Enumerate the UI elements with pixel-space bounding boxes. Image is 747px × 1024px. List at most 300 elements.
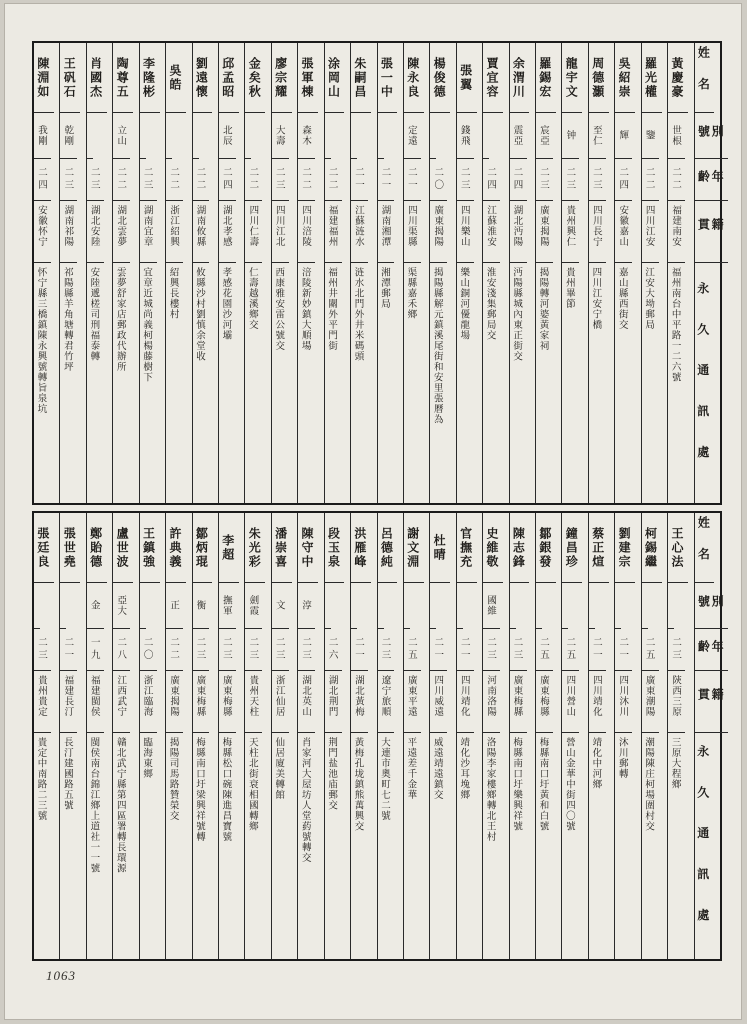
person-alias bbox=[430, 583, 436, 629]
person-alias bbox=[510, 583, 516, 629]
person-native-place: 湖北英山 bbox=[298, 671, 315, 733]
person-address: 贛北武宁縣第四區署轉長環源 bbox=[114, 737, 125, 874]
person-age: 二二 bbox=[113, 159, 130, 201]
person-name: 李隆彬 bbox=[140, 43, 160, 113]
person-alias: 鑒 bbox=[642, 113, 659, 159]
person-age: 二五 bbox=[536, 629, 553, 671]
person-age: 二一 bbox=[378, 159, 395, 201]
directory-table-bottom bbox=[32, 511, 725, 961]
person-age: 二〇 bbox=[430, 159, 447, 201]
person-address: 祁陽縣羊角塘轉君竹坪 bbox=[61, 267, 72, 372]
person-column bbox=[350, 43, 376, 503]
person-name: 王矾石 bbox=[60, 43, 80, 113]
person-column bbox=[641, 513, 667, 959]
person-address: 梅縣南口圩樂興祥號 bbox=[511, 737, 522, 832]
person-native-place: 福建長汀 bbox=[60, 671, 77, 733]
person-address: 長汀建國路五號 bbox=[61, 737, 72, 811]
person-column bbox=[482, 43, 508, 503]
person-age: 二一 bbox=[351, 629, 368, 671]
person-native-place: 河南洛陽 bbox=[483, 671, 500, 733]
person-native-place: 福建南安 bbox=[668, 201, 685, 263]
person-native-place: 廣東揭陽 bbox=[166, 671, 183, 733]
person-address: 天柱北街衰相國轉鄉 bbox=[246, 737, 257, 832]
person-name: 陳志鋒 bbox=[510, 513, 530, 583]
person-name: 楊俊德 bbox=[430, 43, 450, 113]
person-alias: 世根 bbox=[668, 113, 685, 159]
person-name: 吳紹崇 bbox=[615, 43, 635, 113]
person-name: 金矣秋 bbox=[245, 43, 265, 113]
person-native-place: 福建福州 bbox=[325, 201, 342, 263]
person-column bbox=[218, 43, 244, 503]
person-name: 吳皓 bbox=[166, 43, 186, 113]
person-address: 威遠靖遠鎮交 bbox=[431, 737, 442, 800]
person-name: 陳淵如 bbox=[34, 43, 54, 113]
person-name: 鄒炳琨 bbox=[193, 513, 213, 583]
person-native-place: 貴州貴定 bbox=[34, 671, 51, 733]
person-column bbox=[271, 43, 297, 503]
person-name: 張世堯 bbox=[60, 513, 80, 583]
person-name: 涂岡山 bbox=[325, 43, 345, 113]
person-name: 朱光彩 bbox=[245, 513, 265, 583]
person-column bbox=[535, 513, 561, 959]
person-native-place: 湖北孝感 bbox=[219, 201, 236, 263]
person-address: 仙居廈美轉館 bbox=[273, 737, 284, 800]
person-alias bbox=[325, 113, 331, 159]
person-alias bbox=[457, 583, 463, 629]
person-column bbox=[192, 43, 218, 503]
person-native-place: 廣東揭陽 bbox=[536, 201, 553, 263]
person-name: 周德灝 bbox=[589, 43, 609, 113]
person-column bbox=[350, 513, 376, 959]
person-name: 蔡正煊 bbox=[589, 513, 609, 583]
person-column bbox=[86, 43, 112, 503]
person-alias: 文 bbox=[272, 583, 289, 629]
person-age: 二三 bbox=[668, 629, 685, 671]
person-native-place: 湖南湘潭 bbox=[378, 201, 395, 263]
person-address: 淮安淺集郵局交 bbox=[484, 267, 495, 341]
person-alias: 金 bbox=[87, 583, 104, 629]
person-address: 渠縣嘉禾鄉 bbox=[405, 267, 416, 320]
person-column bbox=[509, 43, 535, 503]
person-name: 盧世波 bbox=[113, 513, 133, 583]
person-address: 三原大程鄉 bbox=[669, 737, 680, 790]
person-age: 二三 bbox=[483, 629, 500, 671]
header-native-label: 籍貫 bbox=[695, 201, 729, 263]
person-native-place: 廣東梅縣 bbox=[536, 671, 553, 733]
person-native-place: 湖南宜章 bbox=[140, 201, 157, 263]
person-column bbox=[403, 513, 429, 959]
person-column bbox=[244, 43, 270, 503]
person-column bbox=[614, 43, 640, 503]
person-age: 二一 bbox=[404, 159, 421, 201]
person-address: 靖化中河鄉 bbox=[590, 737, 601, 790]
person-address: 揭陽司馬路贊榮交 bbox=[167, 737, 178, 821]
person-column bbox=[377, 513, 403, 959]
person-name: 潘崇喜 bbox=[272, 513, 292, 583]
person-column bbox=[59, 513, 85, 959]
person-age: 二〇 bbox=[140, 629, 157, 671]
person-alias: 我剛 bbox=[34, 113, 51, 159]
person-age: 二三 bbox=[457, 159, 474, 201]
person-address: 肖家河大屋坊人堂葯號轉交 bbox=[299, 737, 310, 863]
person-name: 龍宇文 bbox=[562, 43, 582, 113]
person-age: 二三 bbox=[60, 159, 77, 201]
person-address: 營山金華中街四〇號 bbox=[563, 737, 574, 832]
person-native-place: 陝西三原 bbox=[668, 671, 685, 733]
person-name: 杜晴 bbox=[430, 513, 450, 583]
person-name: 劉遠懷 bbox=[193, 43, 213, 113]
person-alias bbox=[166, 113, 172, 159]
person-address: 怀宁縣三橋鎮陳永興號轉旨泉坑 bbox=[35, 267, 46, 414]
person-address: 嘉山縣西街交 bbox=[616, 267, 627, 330]
person-column bbox=[456, 513, 482, 959]
person-alias bbox=[483, 113, 489, 159]
header-alias-label: 別號 bbox=[695, 583, 729, 629]
person-alias: 宸亞 bbox=[536, 113, 553, 159]
person-name: 史維敬 bbox=[483, 513, 503, 583]
person-alias bbox=[642, 583, 648, 629]
person-native-place: 江蘇涟水 bbox=[351, 201, 368, 263]
person-age: 二四 bbox=[219, 159, 236, 201]
person-address: 沔陽縣城內東正街交 bbox=[511, 267, 522, 362]
person-age: 一九 bbox=[87, 629, 104, 671]
person-age: 二二 bbox=[193, 159, 210, 201]
header-name-label: 姓名 bbox=[695, 513, 715, 583]
person-name: 羅光權 bbox=[642, 43, 662, 113]
person-address: 沐川郵轉 bbox=[616, 737, 627, 779]
person-column bbox=[509, 513, 535, 959]
person-address: 雲夢舒家店郵政代辦所 bbox=[114, 267, 125, 372]
person-address: 梅縣松口碗陳進昌寶號 bbox=[220, 737, 231, 842]
person-alias bbox=[404, 583, 410, 629]
person-alias bbox=[60, 583, 66, 629]
person-age: 二三 bbox=[562, 159, 579, 201]
person-name: 鄭貽德 bbox=[87, 513, 107, 583]
person-address: 江安大坳郵局 bbox=[643, 267, 654, 330]
person-age: 二三 bbox=[272, 629, 289, 671]
person-alias bbox=[668, 583, 674, 629]
person-column bbox=[377, 43, 403, 503]
person-column bbox=[429, 43, 455, 503]
person-native-place: 廣東平遠 bbox=[404, 671, 421, 733]
person-native-place: 廣東揭陽 bbox=[430, 201, 447, 263]
person-native-place: 四川渠縣 bbox=[404, 201, 421, 263]
person-column bbox=[34, 513, 59, 959]
person-address: 梅縣南口圩梁興祥號轉 bbox=[194, 737, 204, 842]
person-alias bbox=[378, 583, 384, 629]
person-alias: 國維 bbox=[483, 583, 500, 629]
person-native-place: 湖北雲夢 bbox=[113, 201, 130, 263]
header-address-label: 永久通訊處 bbox=[695, 282, 710, 486]
person-age: 二五 bbox=[642, 629, 659, 671]
person-name: 張軍棟 bbox=[298, 43, 318, 113]
person-name: 朱嗣昌 bbox=[351, 43, 371, 113]
person-age: 二一 bbox=[351, 159, 368, 201]
person-name: 廖宗耀 bbox=[272, 43, 292, 113]
person-address: 揭陽縣解元鎮溪尾街和安里張曆為 bbox=[431, 267, 442, 425]
person-address: 四川江安宁橋 bbox=[590, 267, 601, 330]
person-alias bbox=[140, 113, 146, 159]
person-address: 平遠差千金華 bbox=[405, 737, 416, 800]
person-alias bbox=[87, 113, 93, 159]
person-column bbox=[561, 513, 587, 959]
person-name: 許典義 bbox=[166, 513, 186, 583]
person-address: 孝感花園沙河壩 bbox=[220, 267, 231, 341]
person-alias: 正 bbox=[166, 583, 183, 629]
person-native-place: 四川沐川 bbox=[615, 671, 632, 733]
person-name: 呂德純 bbox=[378, 513, 398, 583]
person-column bbox=[297, 43, 323, 503]
person-name: 賈宜容 bbox=[483, 43, 503, 113]
person-address: 揭陽轉河婆黃家祠 bbox=[537, 267, 548, 351]
person-age: 二二 bbox=[166, 629, 183, 671]
person-alias bbox=[140, 583, 146, 629]
person-address: 貴州畢節 bbox=[563, 267, 574, 309]
header-native-label: 籍貫 bbox=[695, 671, 729, 733]
person-alias: 北辰 bbox=[219, 113, 236, 159]
person-column bbox=[324, 43, 350, 503]
person-name: 王心法 bbox=[668, 513, 688, 583]
person-age: 二四 bbox=[34, 159, 51, 201]
person-column bbox=[59, 43, 85, 503]
person-address: 攸縣沙村劉慎余堂收 bbox=[194, 267, 204, 362]
person-alias: 亞大 bbox=[113, 583, 130, 629]
person-native-place: 遼宁旅順 bbox=[378, 671, 395, 733]
person-native-place: 廣東梅縣 bbox=[219, 671, 236, 733]
person-name: 張一中 bbox=[378, 43, 398, 113]
person-age: 二二 bbox=[166, 159, 183, 201]
person-column bbox=[165, 43, 191, 503]
person-age: 二五 bbox=[562, 629, 579, 671]
header-address-label: 永久通訊處 bbox=[695, 745, 710, 949]
person-address: 紹興長樓村 bbox=[167, 267, 178, 320]
person-column bbox=[139, 43, 165, 503]
person-address: 閩侯南台錦江鄉上道社一一號 bbox=[88, 737, 99, 874]
person-age: 二三 bbox=[272, 159, 289, 201]
person-column bbox=[561, 43, 587, 503]
person-alias bbox=[325, 583, 331, 629]
person-column bbox=[86, 513, 112, 959]
directory-table-top bbox=[32, 41, 725, 505]
person-column bbox=[667, 43, 693, 503]
person-column bbox=[429, 513, 455, 959]
person-column bbox=[588, 43, 614, 503]
person-name: 柯錫繼 bbox=[642, 513, 662, 583]
person-native-place: 四川長宁 bbox=[589, 201, 606, 263]
person-address: 貴定中南路二三號 bbox=[35, 737, 46, 821]
person-native-place: 浙江紹興 bbox=[166, 201, 183, 263]
person-name: 劉建宗 bbox=[615, 513, 635, 583]
person-alias: 立山 bbox=[113, 113, 130, 159]
person-name: 肖國杰 bbox=[87, 43, 107, 113]
person-age: 二二 bbox=[668, 159, 685, 201]
person-address: 靖化沙耳堍鄉 bbox=[458, 737, 469, 800]
person-alias bbox=[34, 583, 40, 629]
person-column bbox=[271, 513, 297, 959]
person-address: 安陸遞槎司刑福泰轉 bbox=[88, 267, 99, 362]
person-alias bbox=[536, 583, 542, 629]
person-alias: 淳 bbox=[298, 583, 315, 629]
person-native-place: 四川營山 bbox=[562, 671, 579, 733]
person-age: 二二 bbox=[325, 159, 342, 201]
person-native-place: 安徽嘉山 bbox=[615, 201, 632, 263]
person-age: 二一 bbox=[589, 629, 606, 671]
person-native-place: 江蘇淮安 bbox=[483, 201, 500, 263]
person-name: 洪雁峰 bbox=[351, 513, 371, 583]
person-name: 李超 bbox=[219, 513, 239, 583]
person-age: 二三 bbox=[219, 629, 236, 671]
person-alias: 大壽 bbox=[272, 113, 289, 159]
person-column bbox=[34, 43, 59, 503]
person-column bbox=[297, 513, 323, 959]
person-alias: 震亞 bbox=[510, 113, 527, 159]
person-age: 二四 bbox=[615, 159, 632, 201]
person-alias: 森木 bbox=[298, 113, 315, 159]
person-name: 王鎮強 bbox=[140, 513, 160, 583]
person-column bbox=[324, 513, 350, 959]
person-age: 二二 bbox=[298, 159, 315, 201]
page-number: 1063 bbox=[46, 968, 76, 983]
person-age: 二三 bbox=[245, 629, 262, 671]
person-column bbox=[112, 43, 138, 503]
person-age: 二三 bbox=[536, 159, 553, 201]
person-column bbox=[165, 513, 191, 959]
person-address: 涪陵新妙鎮大順場 bbox=[299, 267, 310, 351]
person-native-place: 廣東梅縣 bbox=[510, 671, 527, 733]
person-age: 二一 bbox=[615, 629, 632, 671]
person-native-place: 四川仁壽 bbox=[245, 201, 262, 263]
person-name: 陳守中 bbox=[298, 513, 318, 583]
person-native-place: 湖南祁陽 bbox=[60, 201, 77, 263]
person-column bbox=[112, 513, 138, 959]
person-alias: 定遠 bbox=[404, 113, 421, 159]
person-age: 二一 bbox=[430, 629, 447, 671]
person-alias bbox=[430, 113, 436, 159]
tables-frame bbox=[32, 41, 725, 961]
person-alias bbox=[351, 113, 357, 159]
header-column bbox=[694, 43, 725, 503]
person-address: 黃梅孔垅鎮熊萬興交 bbox=[352, 737, 363, 832]
person-age: 二三 bbox=[298, 629, 315, 671]
person-column bbox=[218, 513, 244, 959]
person-column bbox=[244, 513, 270, 959]
person-native-place: 湖南攸縣 bbox=[193, 201, 210, 263]
person-address: 西康雅安雷公號交 bbox=[273, 267, 284, 351]
person-address: 樂山銅河優龍場 bbox=[458, 267, 469, 341]
person-name: 黃慶豪 bbox=[668, 43, 688, 113]
person-alias bbox=[378, 113, 384, 159]
person-age: 二三 bbox=[193, 629, 210, 671]
person-alias bbox=[193, 113, 199, 159]
person-age: 二六 bbox=[325, 629, 342, 671]
person-age: 二三 bbox=[510, 629, 527, 671]
person-age: 二一 bbox=[60, 629, 77, 671]
person-name: 鄒銀發 bbox=[536, 513, 556, 583]
person-column bbox=[482, 513, 508, 959]
person-age: 二八 bbox=[113, 629, 130, 671]
person-address: 湘潭郵局 bbox=[378, 267, 389, 309]
person-name: 張廷良 bbox=[34, 513, 54, 583]
person-alias bbox=[589, 583, 595, 629]
person-native-place: 湖北沔陽 bbox=[510, 201, 527, 263]
person-column bbox=[641, 43, 667, 503]
person-age: 二三 bbox=[87, 159, 104, 201]
person-address: 仁壽越溪鄉交 bbox=[246, 267, 257, 330]
person-address: 涟水北門外井米碼頭 bbox=[352, 267, 363, 362]
header-alias-label: 別號 bbox=[695, 113, 729, 159]
header-age-label: 年齡 bbox=[695, 629, 729, 671]
person-native-place: 四川江北 bbox=[272, 201, 289, 263]
person-native-place: 貴州天柱 bbox=[245, 671, 262, 733]
person-native-place: 安徽怀宁 bbox=[34, 201, 51, 263]
person-alias: 輝 bbox=[615, 113, 632, 159]
person-native-place: 四川樂山 bbox=[457, 201, 474, 263]
header-name-label: 姓名 bbox=[695, 43, 715, 113]
person-column bbox=[139, 513, 165, 959]
header-column bbox=[694, 513, 725, 959]
person-name: 陶尊五 bbox=[113, 43, 133, 113]
person-name: 羅錫宏 bbox=[536, 43, 556, 113]
person-native-place: 湖北安陸 bbox=[87, 201, 104, 263]
person-native-place: 江西武宁 bbox=[113, 671, 130, 733]
person-name: 張翼 bbox=[457, 43, 477, 113]
person-column bbox=[614, 513, 640, 959]
person-name: 謝文淵 bbox=[404, 513, 424, 583]
person-native-place: 福建閩侯 bbox=[87, 671, 104, 733]
person-address: 梅縣南口圩黃和白號 bbox=[537, 737, 548, 832]
person-age: 二一 bbox=[457, 629, 474, 671]
person-age: 二三 bbox=[378, 629, 395, 671]
person-age: 二二 bbox=[245, 159, 262, 201]
person-column bbox=[192, 513, 218, 959]
person-alias: 衡 bbox=[193, 583, 210, 629]
person-address: 潮陽陳庄柯場圍村交 bbox=[643, 737, 654, 832]
person-age: 二三 bbox=[140, 159, 157, 201]
person-address: 荆門盐池庙郵交 bbox=[326, 737, 337, 811]
person-address: 福州南台中平路一二六號 bbox=[669, 267, 680, 383]
person-native-place: 浙江臨海 bbox=[140, 671, 157, 733]
person-name: 官撫充 bbox=[457, 513, 477, 583]
person-native-place: 貴州興仁 bbox=[562, 201, 579, 263]
person-name: 陳永良 bbox=[404, 43, 424, 113]
person-alias: 撫軍 bbox=[219, 583, 236, 629]
person-address: 臨海東鄉 bbox=[141, 737, 152, 779]
person-native-place: 廣東潮陽 bbox=[642, 671, 659, 733]
person-age: 二四 bbox=[483, 159, 500, 201]
person-alias: 乾剛 bbox=[60, 113, 77, 159]
person-name: 余渭川 bbox=[510, 43, 530, 113]
person-column bbox=[535, 43, 561, 503]
person-native-place: 四川威遠 bbox=[430, 671, 447, 733]
person-address: 大連市奧町七二號 bbox=[378, 737, 389, 821]
person-age: 二二 bbox=[642, 159, 659, 201]
scanned-directory-page bbox=[4, 3, 742, 1020]
person-age: 二五 bbox=[404, 629, 421, 671]
person-address: 福州井關外平門街 bbox=[326, 267, 337, 351]
person-alias bbox=[351, 583, 357, 629]
person-native-place: 廣東梅縣 bbox=[193, 671, 210, 733]
person-alias: 劍霞 bbox=[245, 583, 262, 629]
person-column bbox=[403, 43, 429, 503]
person-address: 宜章近城尚義柯楊藤樹下 bbox=[141, 267, 152, 383]
person-name: 段玉泉 bbox=[325, 513, 345, 583]
person-native-place: 浙江仙居 bbox=[272, 671, 289, 733]
person-age: 二三 bbox=[589, 159, 606, 201]
person-native-place: 四川涪陵 bbox=[298, 201, 315, 263]
person-column bbox=[588, 513, 614, 959]
person-alias: 錢飛 bbox=[457, 113, 474, 159]
person-column bbox=[456, 43, 482, 503]
